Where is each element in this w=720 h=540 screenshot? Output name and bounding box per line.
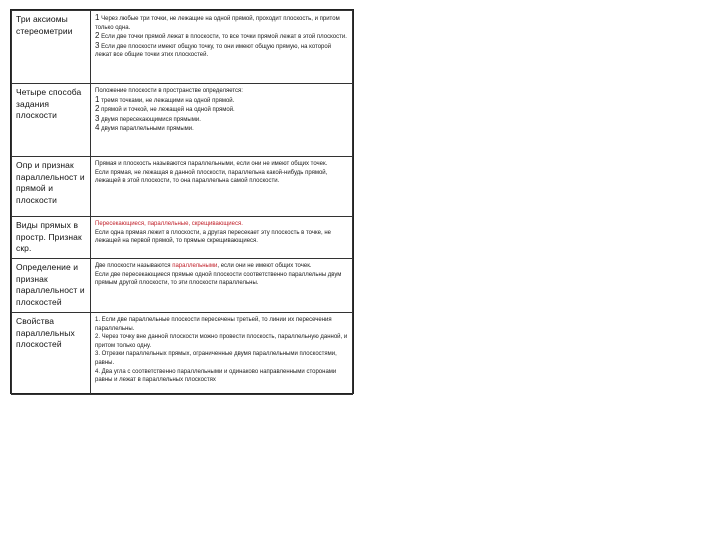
row-content <box>91 217 353 259</box>
item-number: 1 <box>95 94 100 104</box>
row-topic: Определение и признак параллельност и плоскостей <box>12 259 91 313</box>
list-item <box>95 105 348 115</box>
highlighted-term: параллельными <box>172 263 218 269</box>
definition-suffix: , если они не имеют общих точек. <box>217 263 312 269</box>
row-content <box>91 11 353 84</box>
item-number: 2 <box>95 104 100 114</box>
definition-text: Прямая и плоскость называются параллельными, если они не имеют общих точек. <box>95 161 328 167</box>
item-text: двумя пересекающимися прямыми. <box>101 116 201 123</box>
highlighted-text: Пересекающиеся, параллельные, скрещивающиеся. <box>95 221 243 227</box>
row-topic: Опр и признак параллельност и прямой и плоскости <box>12 157 91 217</box>
item-text: тремя точками, не лежащими на одной прямой. <box>101 97 235 104</box>
list-item <box>95 14 348 32</box>
axioms-table-sheet <box>10 9 354 394</box>
item-text: Через любые три точки, не лежащие на одной прямой, проходит плоскость, и притом только одна. <box>95 16 340 31</box>
intro-text: Положение плоскости в пространстве определяется: <box>95 88 243 94</box>
list-item: 3. Отрезки параллельных прямых, ограниченные двумя параллельными плоскостями, равны. <box>95 351 337 366</box>
item-number: 2 <box>95 31 100 41</box>
row-content <box>91 84 353 157</box>
row-topic: Три аксиомы стереометрии <box>12 11 91 84</box>
criterion-text: Если одна прямая лежит в плоскости, а другая пересекает эту плоскость в точке, не лежащей на первой прямой, то прямые скрещивающиеся. <box>95 229 331 245</box>
list-item <box>95 32 348 42</box>
list-item <box>95 115 348 125</box>
row-content <box>91 259 353 313</box>
axioms-table <box>11 10 353 395</box>
list-item: 2. Через точку вне данной плоскости можно провести плоскость, параллельную данной, и притом только одну. <box>95 334 348 349</box>
item-number: 3 <box>95 40 100 50</box>
row-content <box>91 157 353 217</box>
table-row <box>12 259 353 313</box>
table-row <box>12 217 353 259</box>
row-topic: Виды прямых в простр. Признак скр. <box>12 217 91 259</box>
list-item <box>95 42 348 60</box>
definition-text <box>95 262 348 271</box>
list-item: 4. Два угла с соответственно параллельными и одинаково направленными сторонами равны и лежат в параллельных плоскостях <box>95 368 337 384</box>
item-text: двумя параллельными прямыми. <box>101 126 194 133</box>
item-number: 1 <box>95 13 100 22</box>
item-text: Если две точки прямой лежат в плоскости, то все точки прямой лежат в этой плоскости. <box>101 34 347 41</box>
criterion-text: Если прямая, не лежащая в данной плоскости, параллельна какой-нибудь прямой, лежащей в этой плоскости, то она параллельна самой плоскости. <box>95 169 328 185</box>
definition-prefix: Две плоскости называются <box>95 263 173 269</box>
item-number: 3 <box>95 113 100 123</box>
list-item: 1. Если две параллельные плоскости пересечены третьей, то линии их пересечения параллельны. <box>95 317 332 332</box>
table-row <box>12 11 353 84</box>
item-number: 4 <box>95 123 100 133</box>
item-text: Если две плоскости имеют общую точку, то они имеют общую прямую, на которой лежат все общие точки этих плоскостей. <box>95 43 332 59</box>
item-text: прямой и точкой, не лежащей на одной прямой. <box>101 107 235 114</box>
table-row <box>12 157 353 217</box>
criterion-text: Если две пересекающиеся прямые одной плоскости соответственно параллельны двум прямым другой плоскости, то эти плоскости параллельны. <box>95 271 342 287</box>
row-topic: Свойства параллельных плоскостей <box>12 313 91 395</box>
list-item <box>95 124 348 134</box>
list-item <box>95 96 348 106</box>
table-row <box>12 84 353 157</box>
row-content <box>91 313 353 395</box>
row-topic: Четыре способа задания плоскости <box>12 84 91 157</box>
table-row <box>12 313 353 395</box>
